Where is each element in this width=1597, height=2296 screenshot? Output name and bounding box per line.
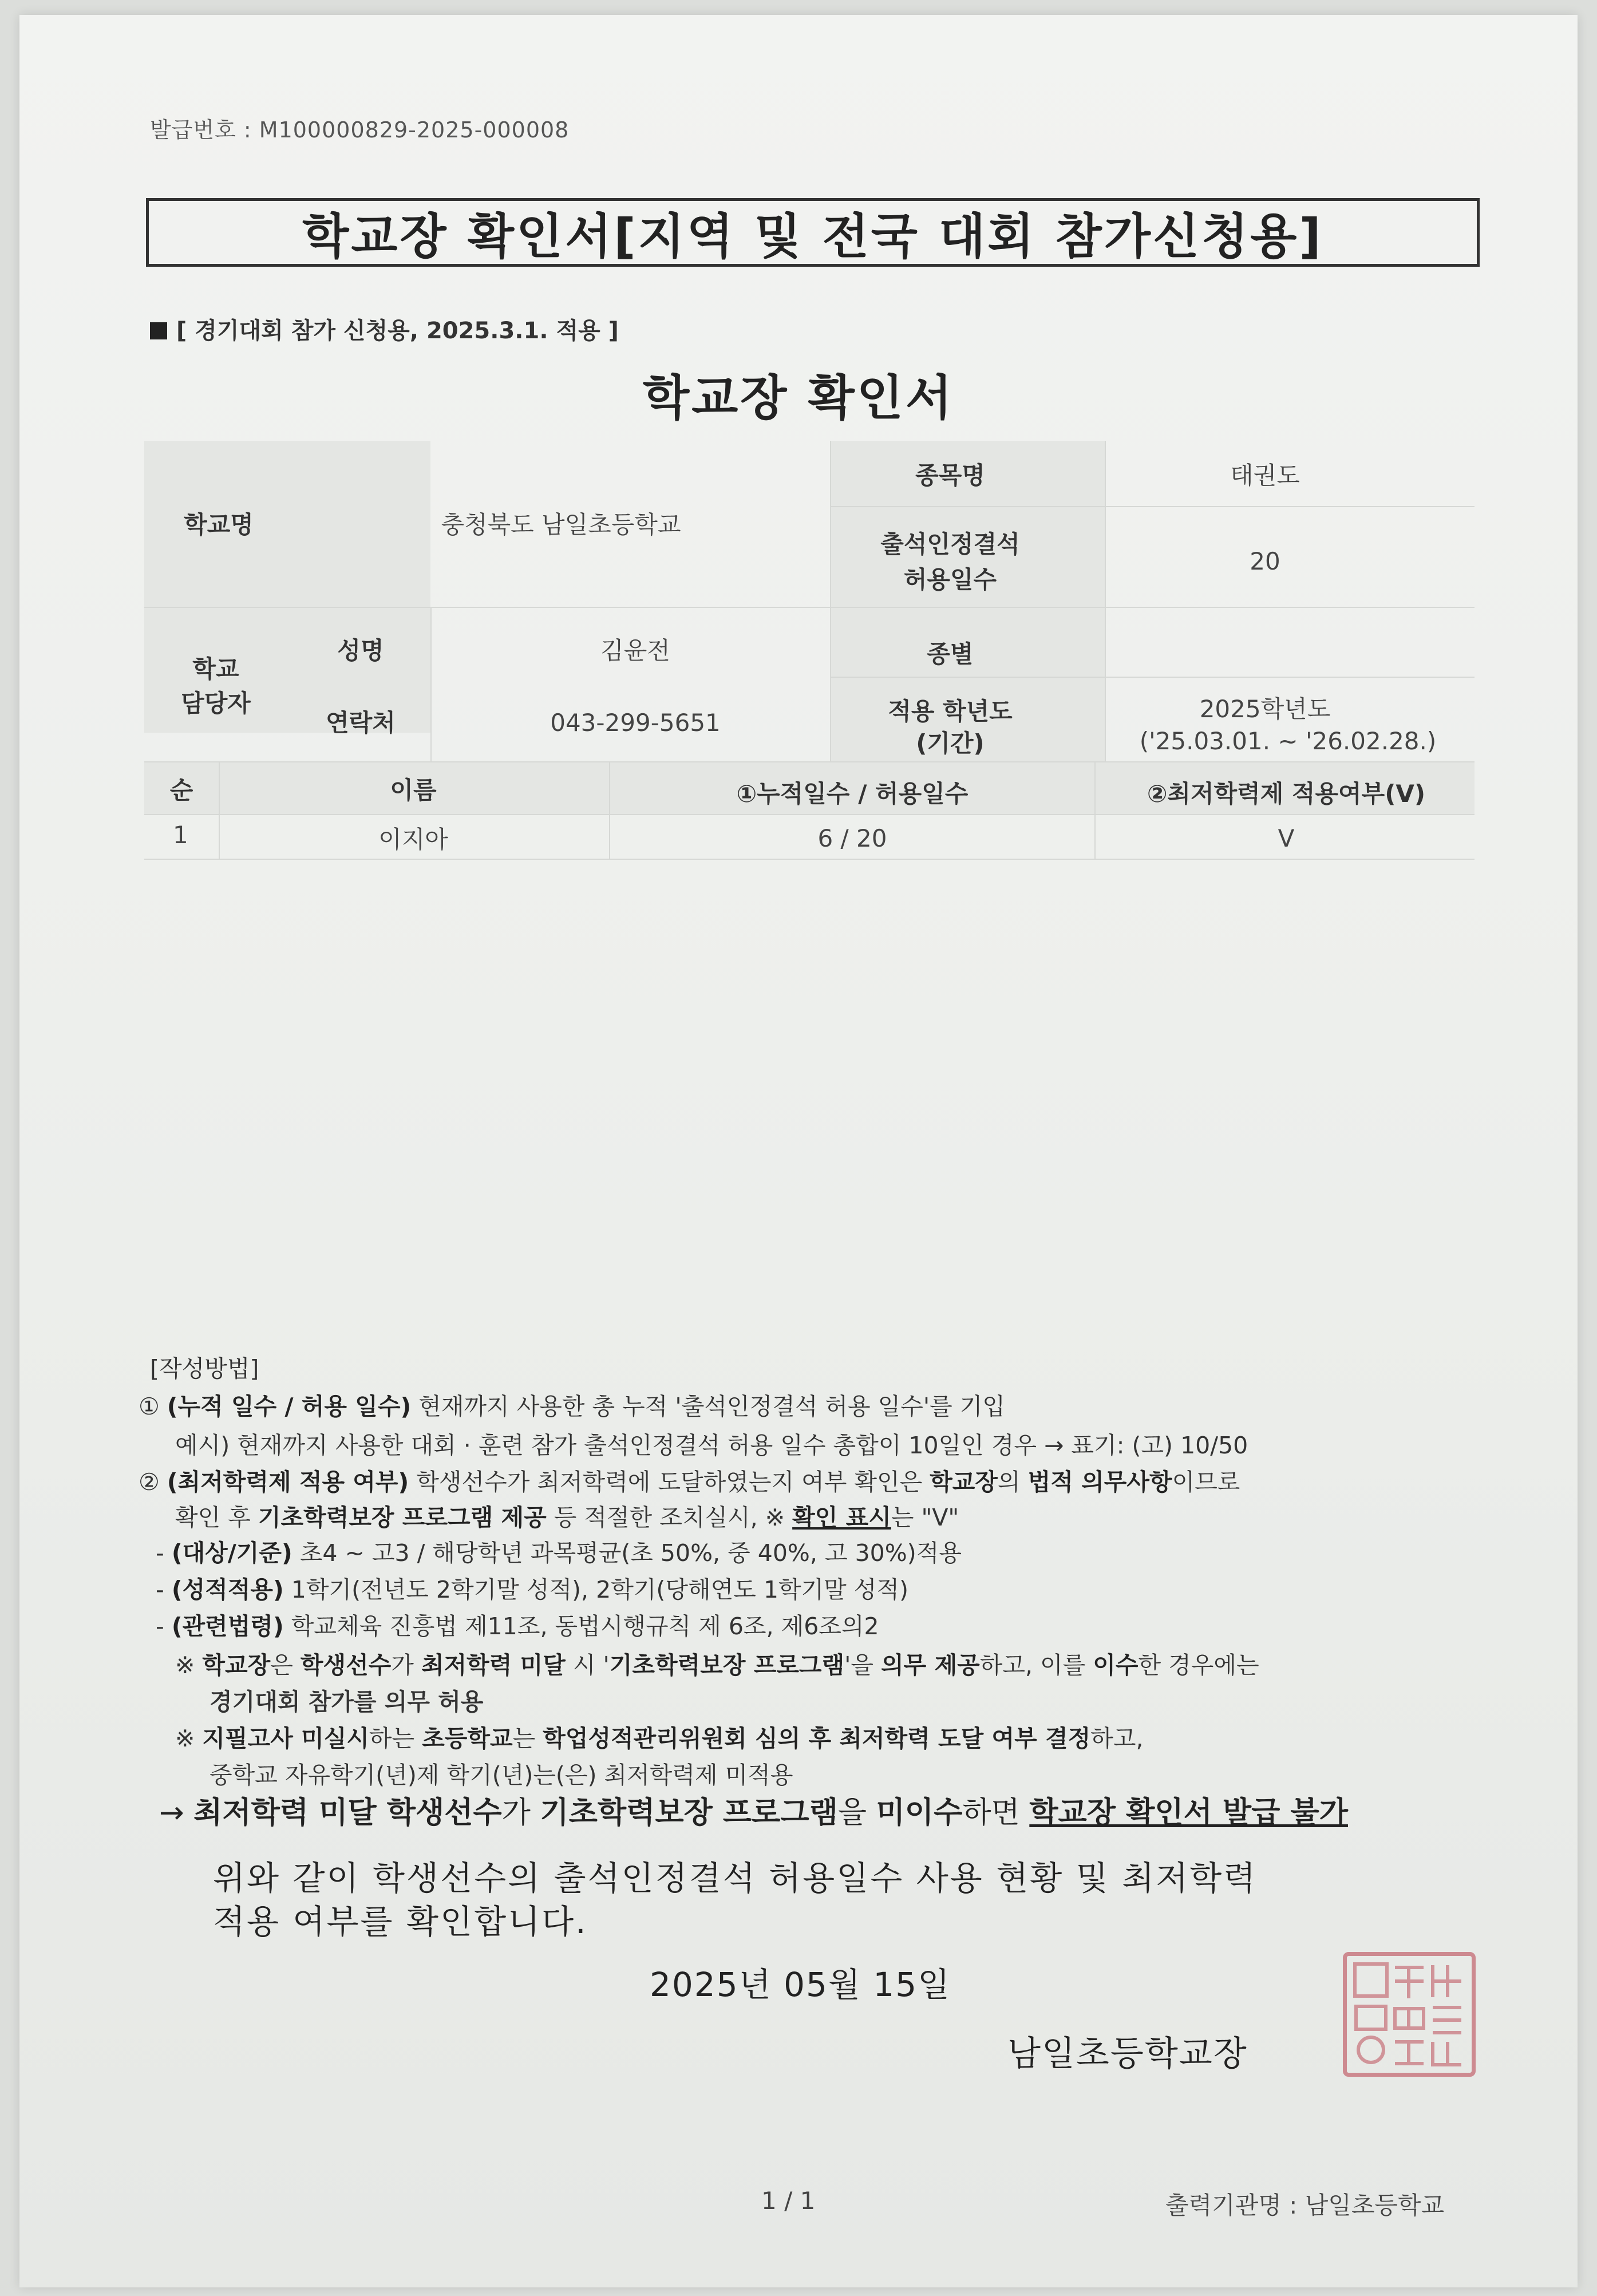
column-header-no: 순	[169, 776, 193, 804]
method-line-4: 확인 후 기초학력보장 프로그램 제공 등 적절한 조치실시, ※ 확인 표시는 "V"	[175, 1504, 959, 1531]
issue-date: 2025년 05월 15일	[650, 1965, 951, 2004]
staff-name-label: 성명	[337, 637, 384, 665]
contact-value: 043-299-5651	[550, 709, 721, 737]
application-note-text: [ 경기대회 참가 신청용, 2025.3.1. 적용 ]	[176, 318, 619, 344]
contact-label: 연락처	[326, 709, 396, 737]
page-title: 학교장 확인서	[642, 370, 955, 426]
row-no: 1	[173, 821, 188, 849]
square-bullet-icon	[150, 322, 167, 339]
column-header-days: ①누적일수 / 허용일수	[736, 780, 969, 808]
principal-name: 남일초등학교장	[1007, 2034, 1248, 2074]
school-year-value: 2025학년도	[1199, 695, 1331, 723]
allowed-days-value: 20	[1250, 547, 1280, 575]
school-name-value: 충청북도 남일초등학교	[441, 511, 681, 539]
method-line-11: 중학교 자유학기(년)제 학기(년)는(은) 최저학력제 미적용	[209, 1761, 793, 1789]
column-header-min-academic: ②최저학력제 적용여부(V)	[1147, 780, 1426, 808]
method-line-8: ※ 학교장은 학생선수가 최저학력 미달 시 '기초학력보장 프로그램'을 의무 제공하고, 이를 이수한 경우에는	[175, 1651, 1259, 1679]
school-year-label-line1: 적용 학년도	[888, 697, 1013, 725]
method-line-6: - (성적적용) 1학기(전년도 2학기말 성적), 2학기(당해연도 1학기말 성적)	[156, 1576, 909, 1603]
method-line-10: ※ 지필고사 미실시하는 초등학교는 학업성적관리위원회 심의 후 최저학력 도달 여부 결정하고,	[175, 1725, 1144, 1752]
page-number: 1 / 1	[761, 2187, 816, 2215]
method-line-7: - (관련법령) 학교체육 진흥법 제11조, 동법시행규칙 제 6조, 제6조의2	[156, 1613, 879, 1640]
allowed-days-label-line1: 출석인정결석	[880, 530, 1020, 558]
event-label: 종목명	[915, 461, 985, 489]
event-value: 태권도	[1230, 461, 1300, 489]
staff-label-line2: 담당자	[181, 689, 251, 717]
document-page	[19, 15, 1578, 2287]
seal-pattern-icon	[1347, 1956, 1472, 2073]
method-line-1: ① (누적 일수 / 허용 일수) 현재까지 사용한 총 누적 '출석인정결석 허용 일수'를 기입	[139, 1393, 1005, 1420]
school-year-period: ('25.03.01. ~ '26.02.28.)	[1139, 727, 1437, 755]
confirm-statement-line2: 적용 여부를 확인합니다.	[213, 1902, 588, 1941]
issuing-organization: 출력기관명 : 남일초등학교	[1165, 2191, 1445, 2219]
official-seal-icon	[1343, 1952, 1476, 2077]
row-days: 6 / 20	[817, 824, 887, 852]
method-line-9: 경기대회 참가를 의무 허용	[209, 1688, 484, 1716]
method-warning-line: → 최저학력 미달 학생선수가 기초학력보장 프로그램을 미이수하면 학교장 확인서 발급 불가	[159, 1796, 1348, 1830]
method-line-3: ② (최저학력제 적용 여부) 학생선수가 최저학력에 도달하였는지 여부 확인은 학교장의 법적 의무사항이므로	[139, 1468, 1240, 1496]
staff-label-line1: 학교	[192, 655, 239, 683]
row-name: 이지아	[378, 825, 448, 853]
category-label: 종별	[927, 640, 974, 668]
method-line-2: 예시) 현재까지 사용한 대회 · 훈련 참가 출석인정결석 허용 일수 총합이 10일인 경우 → 표기: (고) 10/50	[175, 1432, 1248, 1459]
confirm-statement-line1: 위와 같이 학생선수의 출석인정결석 허용일수 사용 현황 및 최저학력	[213, 1859, 1258, 1898]
staff-name-value: 김윤전	[600, 637, 670, 665]
school-year-label-line2: (기간)	[916, 729, 985, 757]
school-name-label: 학교명	[184, 511, 254, 539]
allowed-days-label-line2: 허용일수	[903, 566, 997, 594]
document-title-box: 학교장 확인서[지역 및 전국 대회 참가신청용]	[146, 198, 1480, 267]
application-note	[150, 313, 619, 345]
row-min-academic: V	[1278, 824, 1295, 852]
method-heading: [작성방법]	[150, 1355, 259, 1382]
method-line-5: - (대상/기준) 초4 ~ 고3 / 해당학년 과목평균(초 50%, 중 40%, 고 30%)적용	[156, 1539, 962, 1567]
column-header-name: 이름	[390, 776, 437, 804]
issue-number: 발급번호 : M100000829-2025-000008	[150, 117, 570, 143]
